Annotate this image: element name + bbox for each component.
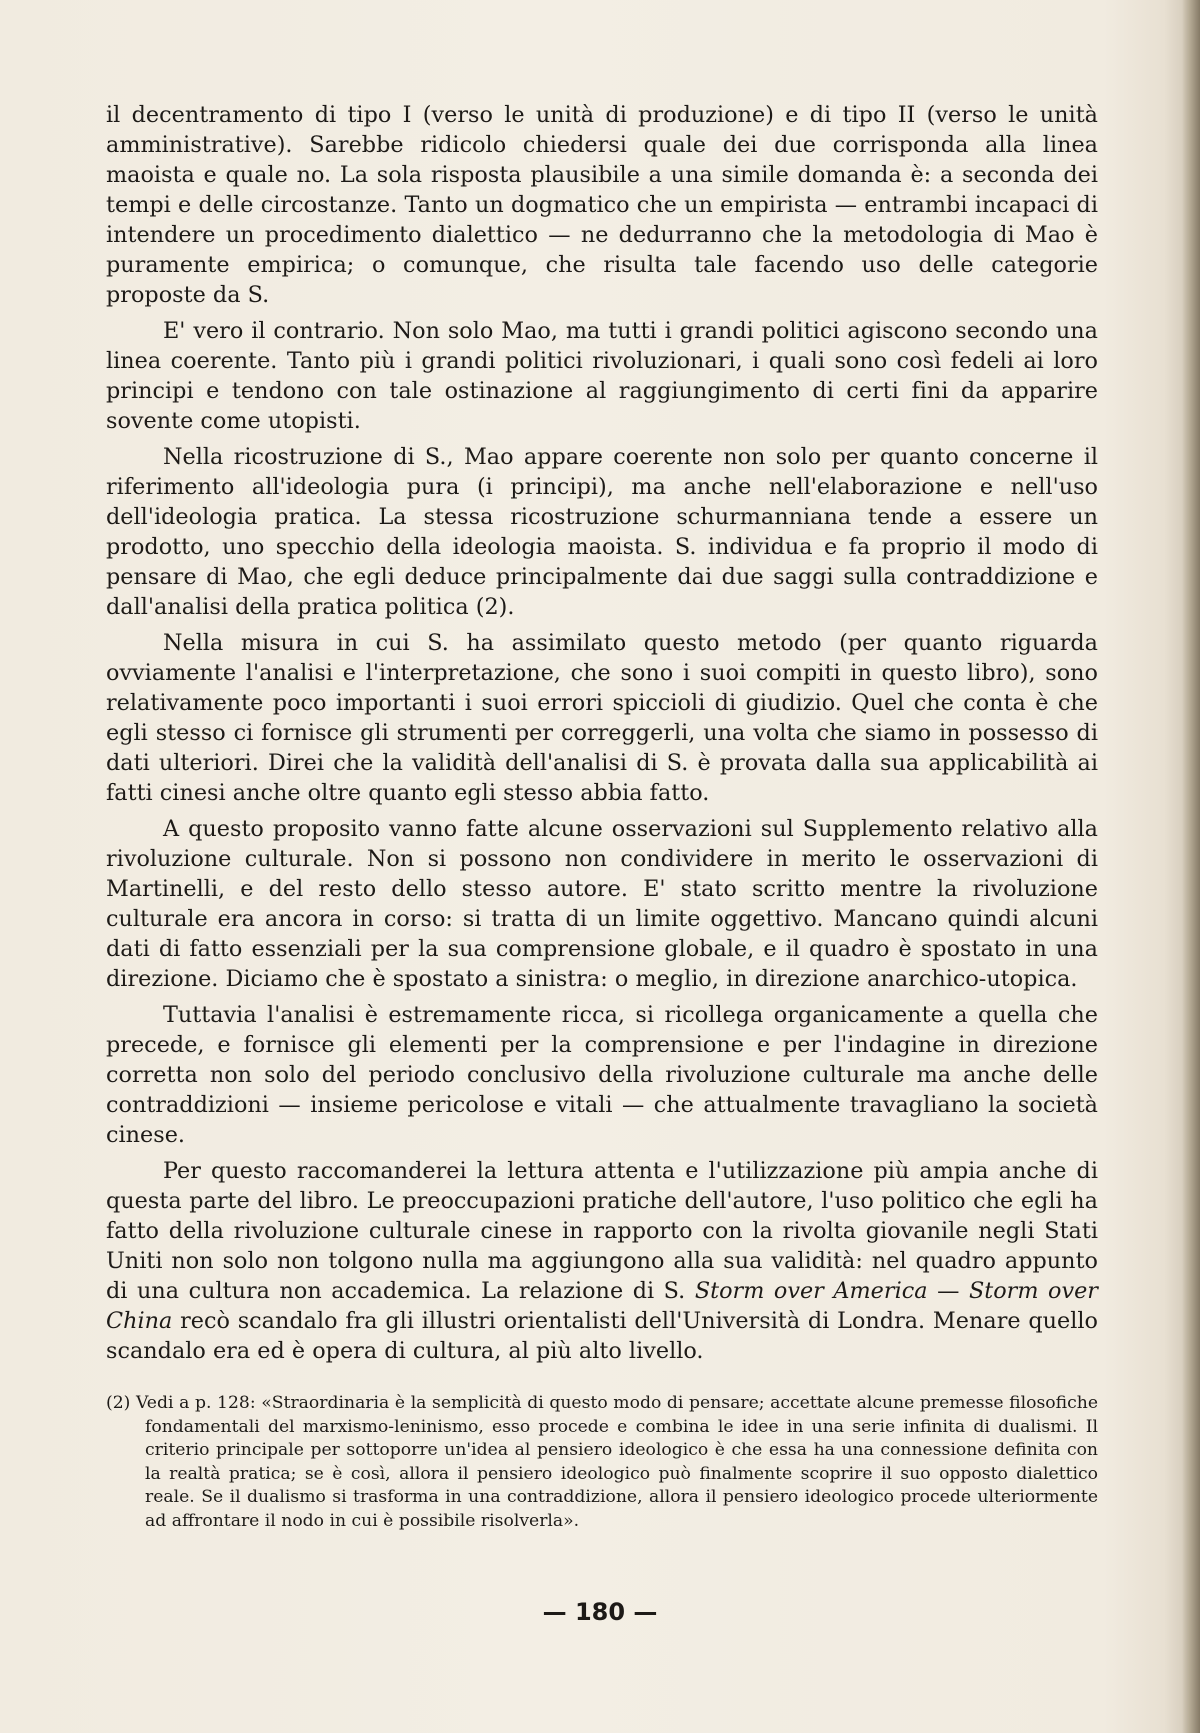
paragraph-5: A questo proposito vanno fatte alcune osservazioni sul Supplemento relativo alla rivoluzione culturale. Non si possono non condividere in merito le osservazioni di Martinelli, e del resto dello stesso autore. E' stato scritto mentre la rivoluzione culturale era ancora in corso: si tratta di un limite oggettivo. Mancano quindi alcuni dati di fatto essenziali per la sua comprensione globale, e il quadro è spostato in una direzione. Diciamo che è spostato a sinistra: o meglio, in direzione anarchico-utopica. xyxy=(106,816,1098,992)
paragraph-1: il decentramento di tipo I (verso le unità di produzione) e di tipo II (verso le unità amministrative). Sarebbe ridicolo chiedersi quale dei due corrisponda alla linea maoista e quale no. La sola risposta plausibile a una simile domanda è: a seconda dei tempi e delle circostanze. Tanto un dogmatico che un empirista — entrambi incapaci di intendere un procedimento dialettico — ne dedurranno che la metodologia di Mao è puramente empirica; o comunque, che risulta tale facendo uso delle categorie proposte da S. xyxy=(106,102,1098,308)
title-dash: — xyxy=(927,1278,969,1304)
paragraph-3: Nella ricostruzione di S., Mao appare coerente non solo per quanto concerne il riferimento all'ideologia pura (i principi), ma anche nell'elaborazione e nell'uso dell'ideologia pratica. La stessa ricostruzione schurmanniana tende a essere un prodotto, uno specchio della ideologia maoista. S. individua e fa proprio il modo di pensare di Mao, che egli deduce principalmente dai due saggi sulla contraddizione e dall'analisi della pratica politica (2). xyxy=(106,444,1098,620)
footnote-2: (2) Vedi a p. 128: «Straordinaria è la semplicità di questo modo di pensare; accettate alcune premesse filosofiche fondamentali del marxismo-leninismo, esso procede e combina le idee in una serie infinita di dualismi. Il criterio principale per sottoporre un'idea al pensiero ideologico è che essa ha una connessione definita con la realtà pratica; se è così, allora il pensiero ideologico può finalmente scoprire il suo opposto dialettico reale. Se il dualismo si trasforma in una contraddizione, allora il pensiero ideologico procede ulteriormente ad affrontare il nodo in cui è possibile risolverla». xyxy=(106,1393,1098,1531)
paragraph-4: Nella misura in cui S. ha assimilato questo metodo (per quanto riguarda ovviamente l'analisi e l'interpretazione, che sono i suoi compiti in questo libro), sono relativamente poco importanti i suoi errori spiccioli di giudizio. Quel che conta è che egli stesso ci fornisce gli strumenti per correggerli, una volta che siamo in possesso di dati ulteriori. Direi che la validità dell'analisi di S. è provata dalla sua applicabilità ai fatti cinesi anche oltre quanto egli stesso abbia fatto. xyxy=(106,630,1098,806)
title-storm-over-america: Storm over America xyxy=(694,1278,928,1304)
paragraph-7 xyxy=(106,1156,1098,1366)
page-edge-shadow xyxy=(1182,0,1200,1733)
title-storm-over-china: Storm over China xyxy=(106,1278,1098,1334)
paragraph-7-text-end: recò scandalo fra gli illustri orientalisti dell'Università di Londra. Menare quello scandalo era ed è opera di cultura, al più alto livello. xyxy=(106,1308,1098,1364)
page-number: — 180 — xyxy=(542,1598,658,1626)
paragraph-7-text: Per questo raccomanderei la lettura attenta e l'utilizzazione più ampia anche di questa parte del libro. Le preoccupazioni pratiche dell'autore, l'uso politico che egli ha fatto della rivoluzione culturale cinese in rapporto con la rivolta giovanile negli Stati Uniti non solo non tolgono nulla ma aggiungono alla sua validità: nel quadro appunto di una cultura non accademica. La relazione di S. xyxy=(106,1158,1098,1304)
text-body xyxy=(106,100,1098,1550)
paragraph-6: Tuttavia l'analisi è estremamente ricca, si ricollega organicamente a quella che precede, e fornisce gli elementi per la comprensione e per l'indagine in direzione corretta non solo del periodo conclusivo della rivoluzione culturale ma anche delle contraddizioni — insieme pericolose e vitali — che attualmente travagliano la società cinese. xyxy=(106,1002,1098,1148)
paragraph-2: E' vero il contrario. Non solo Mao, ma tutti i grandi politici agiscono secondo una linea coerente. Tanto più i grandi politici rivoluzionari, i quali sono così fedeli ai loro principi e tendono con tale ostinazione al raggiungimento di certi fini da apparire sovente come utopisti. xyxy=(106,318,1098,434)
